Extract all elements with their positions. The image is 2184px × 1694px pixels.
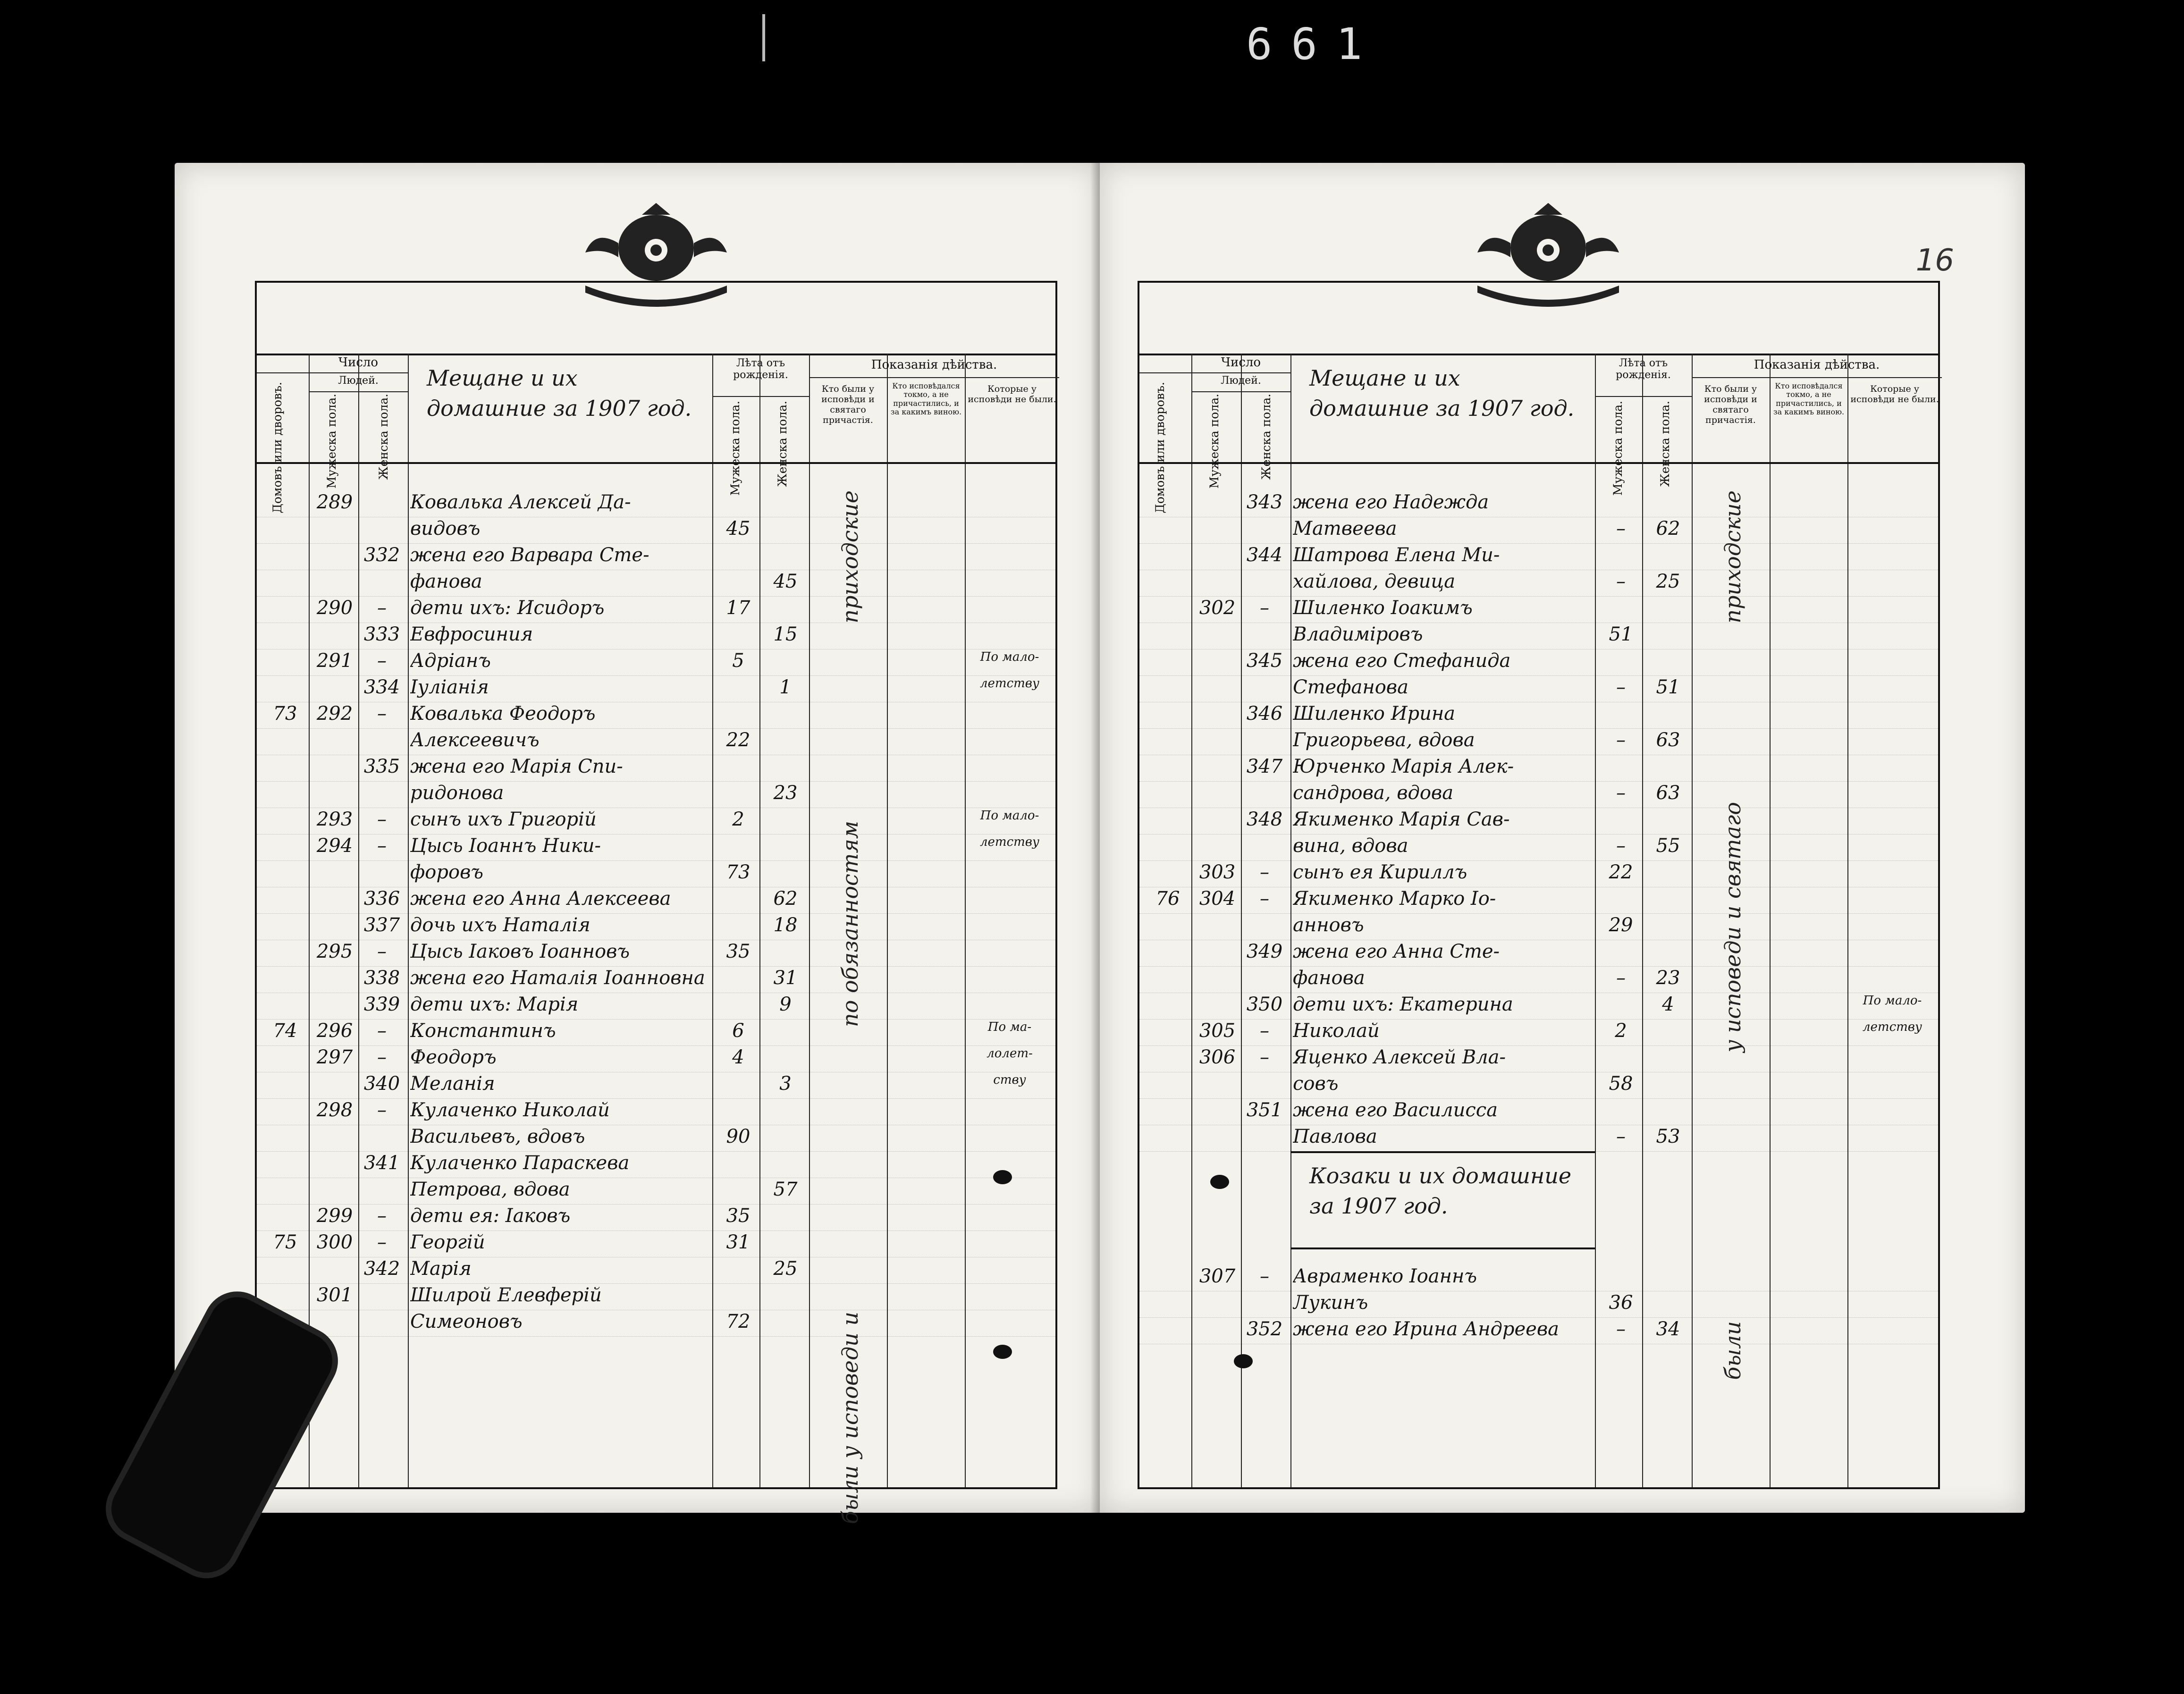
household-number: 74	[273, 1020, 297, 1042]
male-count: 302	[1199, 597, 1236, 619]
person-name: Шиленко Ирина	[1293, 703, 1456, 725]
age-male: 5	[732, 650, 744, 672]
female-count: 333	[363, 624, 400, 645]
table-row	[257, 623, 1055, 649]
person-name: Алексеевичъ	[410, 729, 540, 751]
table-row	[1139, 1045, 1938, 1072]
hdr-male: Мужеска пола.	[325, 394, 338, 489]
age-male: 73	[726, 861, 750, 883]
person-name: фанова	[1293, 967, 1365, 989]
female-count: –	[377, 1099, 387, 1121]
age-female: 57	[773, 1179, 798, 1200]
folio-number: 16	[1915, 243, 1954, 278]
table-row	[257, 570, 1055, 597]
table-row	[1139, 860, 1938, 887]
left-ledger-table	[255, 281, 1057, 1525]
person-name: Феодоръ	[410, 1046, 497, 1068]
table-row	[1139, 755, 1938, 782]
age-male: 22	[726, 729, 750, 751]
age-female: 31	[773, 967, 798, 989]
female-count: –	[1260, 1020, 1269, 1042]
hdr-not-confessed: Которые у исповѣди не были.	[968, 384, 1056, 405]
person-name: Іуліанія	[410, 676, 489, 698]
age-female: 34	[1656, 1318, 1680, 1340]
female-count: 338	[363, 967, 400, 989]
female-count: 351	[1246, 1099, 1283, 1121]
person-name: Григорьева, вдова	[1293, 729, 1475, 751]
person-name: Ковалька Алексей Да-	[410, 491, 631, 513]
table-row	[1139, 1291, 1938, 1318]
person-name: Якименко Марія Сав-	[1293, 809, 1510, 830]
hdr-households: Домовъ или дворовъ.	[270, 382, 284, 514]
table-row	[257, 1310, 1055, 1337]
hdr-only-confessed: Кто исповѣдался токмо, а не причастились, и за какимъ виною.	[890, 381, 962, 417]
hdr-evidence: Показанія дѣйства.	[1754, 358, 1880, 372]
hdr-households: Домовъ или дворовъ.	[1153, 382, 1167, 514]
female-count: 335	[363, 756, 400, 777]
household-number: 75	[273, 1231, 297, 1253]
film-frame-tick	[762, 14, 765, 61]
age-male: 35	[726, 941, 750, 962]
hdr-female: Женска пола.	[377, 394, 390, 480]
male-count: 306	[1199, 1046, 1236, 1068]
age-female: 3	[779, 1073, 792, 1095]
age-male: 2	[1615, 1020, 1627, 1042]
age-male: 58	[1609, 1073, 1633, 1095]
female-count: –	[377, 1046, 387, 1068]
age-male: –	[1616, 1318, 1626, 1340]
table-row	[1139, 570, 1938, 597]
table-row	[1139, 517, 1938, 544]
table-row	[257, 940, 1055, 967]
age-female: 62	[1656, 518, 1680, 539]
male-count: 298	[316, 1099, 353, 1121]
table-row	[257, 1151, 1055, 1178]
male-count: 304	[1199, 888, 1236, 910]
person-name: дети ихъ: Марія	[410, 994, 579, 1015]
age-female: 63	[1656, 782, 1680, 804]
open-register-book	[175, 163, 2025, 1525]
age-female: 55	[1656, 835, 1680, 857]
right-vertical-note-middle: у исповеди и святаго	[1720, 802, 1746, 1053]
person-name: Лукинъ	[1293, 1292, 1368, 1314]
person-name: Кулаченко Николай	[410, 1099, 610, 1121]
table-row	[1139, 808, 1938, 834]
person-name: Авраменко Іоаннъ	[1293, 1265, 1477, 1287]
left-vertical-note-middle: по обязанностям	[837, 821, 863, 1027]
age-male: 22	[1609, 861, 1633, 883]
person-name: ридонова	[410, 782, 504, 804]
table-row	[257, 702, 1055, 729]
table-row	[257, 1125, 1055, 1152]
person-name: сынъ ея Кириллъ	[1293, 861, 1467, 883]
person-name: жена его Ирина Андреева	[1293, 1318, 1559, 1340]
age-male: –	[1616, 782, 1626, 804]
female-count: 347	[1246, 756, 1283, 777]
person-name: Кулаченко Параскева	[410, 1152, 630, 1174]
film-frame-number: 661	[1246, 19, 1382, 69]
person-name: Петрова, вдова	[410, 1179, 570, 1200]
male-count: 290	[316, 597, 353, 619]
hdr-count: Число	[338, 355, 379, 370]
household-number: 73	[273, 703, 297, 725]
age-male: 31	[726, 1231, 750, 1253]
person-name: Шиленко Іоакимъ	[1293, 597, 1473, 619]
male-count: 296	[316, 1020, 353, 1042]
age-male: –	[1616, 1126, 1626, 1147]
remark: По мало-	[980, 650, 1039, 664]
female-count: –	[1260, 1046, 1269, 1068]
age-male: 2	[732, 809, 744, 830]
female-count: 345	[1246, 650, 1283, 672]
person-name: вина, вдова	[1293, 835, 1408, 857]
person-name: жена его Наталія Іоанновна	[410, 967, 705, 989]
right-vertical-note-bottom: были	[1720, 1321, 1746, 1380]
person-name: Яценко Алексей Вла-	[1293, 1046, 1506, 1068]
table-row	[257, 1283, 1055, 1310]
person-name: Адріанъ	[410, 650, 491, 672]
table-row	[257, 490, 1055, 517]
table-row	[257, 993, 1055, 1020]
age-female: 15	[773, 624, 798, 645]
remark: По мало-	[980, 809, 1039, 823]
table-row	[1139, 913, 1938, 940]
age-male: 35	[726, 1205, 750, 1227]
hdr-female: Женска пола.	[1259, 394, 1273, 480]
age-female: 25	[773, 1258, 798, 1280]
person-name: дети ихъ: Исидоръ	[410, 597, 605, 619]
table-row	[1139, 1264, 1938, 1291]
table-row	[257, 781, 1055, 808]
age-female: 4	[1662, 994, 1674, 1015]
age-male: 45	[726, 518, 750, 539]
hdr-male: Мужеска пола.	[1207, 394, 1221, 489]
age-female: 9	[779, 994, 792, 1015]
age-male: 6	[732, 1020, 744, 1042]
table-row	[257, 834, 1055, 861]
person-name: сандрова, вдова	[1293, 782, 1454, 804]
right-page	[1100, 163, 2025, 1513]
hdr-age-male: Мужеска пола.	[1611, 401, 1625, 496]
hdr-age-female: Женска пола.	[1658, 401, 1672, 487]
person-name: Георгій	[410, 1231, 485, 1253]
table-row	[257, 517, 1055, 544]
age-male: 72	[726, 1311, 750, 1332]
table-row	[1139, 834, 1938, 861]
age-female: 63	[1656, 729, 1680, 751]
left-section-title: Мещане и их домашние за 1907 год.	[427, 365, 692, 421]
female-count: 341	[363, 1152, 400, 1174]
table-row	[1139, 781, 1938, 808]
hdr-only-confessed: Кто исповѣдался токмо, а не причастились, и за какимъ виною.	[1773, 381, 1845, 417]
female-count: 350	[1246, 994, 1283, 1015]
hdr-people: Людей.	[1221, 375, 1261, 387]
age-male: –	[1616, 518, 1626, 539]
male-count: 300	[316, 1231, 353, 1253]
age-male: –	[1616, 967, 1626, 989]
table-row	[1139, 623, 1938, 649]
person-name: Павлова	[1293, 1126, 1377, 1147]
remark: ству	[993, 1073, 1026, 1087]
male-count: 292	[316, 703, 353, 725]
person-name: жена его Марія Спи-	[410, 756, 623, 777]
table-row	[1139, 1072, 1938, 1099]
remark: летству	[979, 835, 1040, 849]
age-female: 53	[1656, 1126, 1680, 1147]
person-name: Симеоновъ	[410, 1311, 523, 1332]
female-count: 348	[1246, 809, 1283, 830]
age-male: –	[1616, 676, 1626, 698]
table-row	[257, 675, 1055, 702]
person-name: Васильевъ, вдовъ	[410, 1126, 585, 1147]
female-count: –	[377, 597, 387, 619]
table-row	[257, 1204, 1055, 1231]
male-count: 293	[316, 809, 353, 830]
person-name: Шатрова Елена Ми-	[1293, 544, 1500, 566]
left-vertical-note-bottom: были у исповеди и	[837, 1312, 863, 1525]
table-row	[257, 887, 1055, 914]
table-row	[257, 913, 1055, 940]
age-male: 29	[1609, 914, 1633, 936]
table-row	[257, 1072, 1055, 1099]
person-name: жена его Надежда	[1293, 491, 1489, 513]
male-count: 291	[316, 650, 353, 672]
female-count: –	[1260, 861, 1269, 883]
hdr-evidence: Показанія дѣйства.	[871, 358, 997, 372]
cossack-section-title: Козаки и их домашние за 1907 год.	[1309, 1163, 1572, 1219]
table-row	[1139, 543, 1938, 570]
age-female: 18	[773, 914, 798, 936]
person-name: Шилрой Елевферій	[410, 1284, 602, 1306]
age-male: –	[1616, 835, 1626, 857]
table-row	[257, 728, 1055, 755]
table-row	[257, 1230, 1055, 1257]
person-name: Константинъ	[410, 1020, 556, 1042]
female-count: 352	[1246, 1318, 1283, 1340]
age-female: 45	[773, 571, 798, 592]
female-count: 342	[363, 1258, 400, 1280]
person-name: Стефанова	[1293, 676, 1408, 698]
age-female: 23	[773, 782, 798, 804]
male-count: 307	[1199, 1265, 1236, 1287]
left-page	[175, 163, 1100, 1525]
age-male: 36	[1609, 1292, 1633, 1314]
female-count: 340	[363, 1073, 400, 1095]
person-name: дочь ихъ Наталія	[410, 914, 590, 936]
right-section-title: Мещане и их домашние за 1907 год.	[1309, 365, 1575, 421]
hdr-confessed: Кто были у исповѣди и святаго причастія.	[1704, 384, 1757, 425]
right-vertical-note-top: приходские	[1720, 490, 1746, 624]
female-count: 346	[1246, 703, 1283, 725]
table-row	[1139, 887, 1938, 914]
ink-blot	[1234, 1354, 1253, 1368]
table-row	[257, 649, 1055, 676]
table-row	[257, 860, 1055, 887]
female-count: 344	[1246, 544, 1283, 566]
age-male: –	[1616, 571, 1626, 592]
female-count: 332	[363, 544, 400, 566]
table-row	[1139, 649, 1938, 676]
table-row	[257, 1019, 1055, 1046]
table-row	[1139, 940, 1938, 967]
table-row	[257, 1098, 1055, 1125]
person-name: Цысь Іаковъ Іоанновъ	[410, 941, 630, 962]
person-name: Владиміровъ	[1293, 624, 1423, 645]
table-row	[1139, 993, 1938, 1020]
female-count: –	[377, 809, 387, 830]
person-name: Ковалька Феодоръ	[410, 703, 596, 725]
ink-blot	[993, 1345, 1012, 1359]
person-name: Цысь Іоаннъ Ники-	[410, 835, 601, 857]
table-row	[257, 755, 1055, 782]
remark: летству	[1862, 1020, 1923, 1034]
remark: лолет-	[987, 1046, 1033, 1061]
male-count: 299	[316, 1205, 353, 1227]
person-name: жена его Анна Сте-	[1293, 941, 1500, 962]
person-name: Юрченко Марія Алек-	[1293, 756, 1514, 777]
person-name: жена его Варвара Сте-	[410, 544, 649, 566]
person-name: Матвеева	[1293, 518, 1397, 539]
hdr-age-female: Женска пола.	[776, 401, 789, 487]
table-row	[1139, 966, 1938, 993]
female-count: 336	[363, 888, 400, 910]
hdr-age-male: Мужеска пола.	[728, 401, 742, 496]
person-name: Марія	[410, 1258, 472, 1280]
age-male: 4	[732, 1046, 744, 1068]
male-count: 295	[316, 941, 353, 962]
female-count: 334	[363, 676, 400, 698]
age-female: 25	[1656, 571, 1680, 592]
hdr-age: Лѣта отъ рожденія.	[733, 357, 788, 381]
table-row	[1139, 702, 1938, 729]
female-count: 343	[1246, 491, 1283, 513]
female-count: –	[377, 703, 387, 725]
table-row	[1139, 1125, 1938, 1152]
person-name: анновъ	[1293, 914, 1364, 936]
person-name: дети ея: Іаковъ	[410, 1205, 571, 1227]
female-count: 337	[363, 914, 400, 936]
hdr-not-confessed: Которые у исповѣди не были.	[1850, 384, 1939, 405]
table-row	[1139, 1317, 1938, 1344]
right-ledger-table	[1138, 281, 1940, 1489]
table-row	[1139, 596, 1938, 623]
male-count: 297	[316, 1046, 353, 1068]
hdr-people: Людей.	[338, 375, 379, 387]
age-female: 62	[773, 888, 798, 910]
table-row	[1139, 1019, 1938, 1046]
hdr-age: Лѣта отъ рожденія.	[1616, 357, 1671, 381]
age-male: –	[1616, 729, 1626, 751]
remark: По мало-	[1863, 994, 1922, 1008]
female-count: –	[377, 1020, 387, 1042]
table-row	[257, 1045, 1055, 1072]
table-row	[1139, 728, 1938, 755]
person-name: жена его Василисса	[1293, 1099, 1498, 1121]
female-count: –	[377, 835, 387, 857]
person-name: дети ихъ: Екатерина	[1293, 994, 1513, 1015]
hdr-count: Число	[1221, 355, 1261, 370]
ink-blot	[993, 1170, 1012, 1184]
ink-blot	[1210, 1175, 1229, 1189]
remark: По ма-	[987, 1020, 1032, 1034]
age-female: 51	[1656, 676, 1680, 698]
male-count: 305	[1199, 1020, 1236, 1042]
left-vertical-note-top: приходские	[837, 490, 863, 624]
age-male: 51	[1609, 624, 1633, 645]
person-name: Николай	[1293, 1020, 1380, 1042]
male-count: 294	[316, 835, 353, 857]
person-name: форовъ	[410, 861, 484, 883]
female-count: –	[377, 941, 387, 962]
female-count: 339	[363, 994, 400, 1015]
person-name: Евфросиния	[410, 624, 533, 645]
person-name: Меланія	[410, 1073, 495, 1095]
female-count: –	[1260, 1265, 1269, 1287]
female-count: –	[1260, 597, 1269, 619]
age-male: 17	[726, 597, 750, 619]
age-female: 23	[1656, 967, 1680, 989]
table-row	[1139, 1098, 1938, 1125]
female-count: –	[377, 1231, 387, 1253]
person-name: видовъ	[410, 518, 481, 539]
table-row	[257, 808, 1055, 834]
table-row	[257, 1178, 1055, 1205]
person-name: жена его Стефанида	[1293, 650, 1511, 672]
person-name: фанова	[410, 571, 482, 592]
female-count: –	[377, 650, 387, 672]
table-row	[257, 543, 1055, 570]
person-name: жена его Анна Алексеева	[410, 888, 671, 910]
male-count: 303	[1199, 861, 1236, 883]
person-name: сынъ ихъ Григорій	[410, 809, 597, 830]
table-row	[1139, 675, 1938, 702]
age-male: 90	[726, 1126, 750, 1147]
table-row	[257, 596, 1055, 623]
table-row	[257, 1257, 1055, 1284]
household-number: 76	[1155, 888, 1180, 910]
person-name: совъ	[1293, 1073, 1339, 1095]
person-name: Якименко Марко Іо-	[1293, 888, 1496, 910]
male-count: 289	[316, 491, 353, 513]
table-row	[1139, 490, 1938, 517]
age-female: 1	[779, 676, 792, 698]
male-count: 301	[316, 1284, 353, 1306]
table-row	[257, 966, 1055, 993]
female-count: –	[1260, 888, 1269, 910]
remark: летству	[979, 676, 1040, 691]
hdr-confessed: Кто были у исповѣди и святаго причастія.	[821, 384, 875, 425]
person-name: хайлова, девица	[1293, 571, 1456, 592]
female-count: –	[377, 1205, 387, 1227]
female-count: 349	[1246, 941, 1283, 962]
